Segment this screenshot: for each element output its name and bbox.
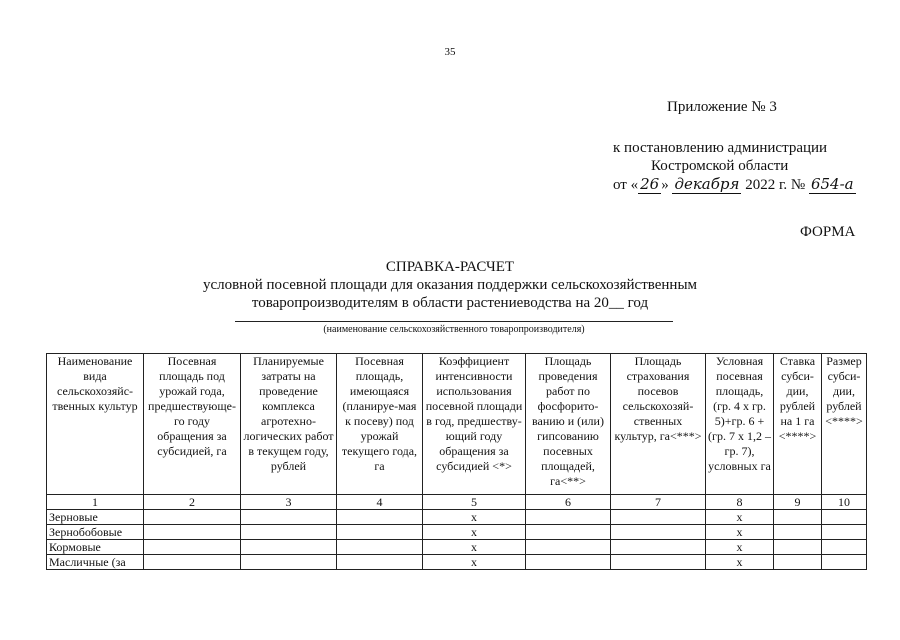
crop-name: Зерновые — [47, 510, 144, 525]
header-cell: Наименование вида сельскохозяйс-твенных культур — [47, 354, 144, 495]
table-cell — [241, 510, 337, 525]
column-number: 7 — [611, 495, 706, 510]
header-cell: Условная посевная площадь, (гр. 4 х гр. 5)+гр. 6 + (гр. 7 х 1,2 – гр. 7), условных га — [706, 354, 774, 495]
date-prefix: от « — [613, 177, 639, 193]
header-cell: Ставка субси-дии, рублей на 1 га <****> — [774, 354, 822, 495]
table-cell — [144, 540, 241, 555]
handwritten-decree-number: 654-а — [810, 175, 854, 193]
calculation-table — [46, 353, 867, 570]
title-line-3: товаропроизводителям в области растениеводства на 20__ год — [251, 295, 649, 311]
table-cell: x — [423, 540, 526, 555]
table-cell — [822, 510, 867, 525]
table-cell — [337, 525, 423, 540]
date-mid: » — [661, 177, 669, 193]
crop-name: Масличные (за — [47, 555, 144, 570]
table-cell — [144, 510, 241, 525]
date-year: 2022 г. № — [745, 177, 806, 193]
column-number: 8 — [706, 495, 774, 510]
table-cell — [337, 510, 423, 525]
table-cell — [337, 540, 423, 555]
table-row — [47, 510, 867, 525]
table-cell — [774, 525, 822, 540]
table-cell — [526, 510, 611, 525]
column-number: 9 — [774, 495, 822, 510]
table-cell — [526, 540, 611, 555]
header-cell: Площадь страхования посевов сельскохозяй-ственных культур, га<***> — [611, 354, 706, 495]
table-cell: x — [706, 555, 774, 570]
title-line-2: условной посевной площади для оказания поддержки сельскохозяйственным — [202, 277, 698, 293]
title-line-1: СПРАВКА-РАСЧЕТ — [385, 259, 515, 275]
table-cell — [526, 525, 611, 540]
table-cell — [822, 525, 867, 540]
annex-title: Приложение № 3 — [667, 99, 777, 115]
form-label: ФОРМА — [800, 224, 856, 240]
column-number: 10 — [822, 495, 867, 510]
table-cell — [611, 540, 706, 555]
table-cell — [241, 540, 337, 555]
document-title — [0, 258, 900, 312]
crop-name: Зернобобовые — [47, 525, 144, 540]
decree-date-line — [613, 175, 863, 194]
header-cell: Площадь проведения работ по фосфорито-ванию и (или) гипсованию посевных площадей, га<**> — [526, 354, 611, 495]
header-cell: Планируемые затраты на проведение комплекса агротехно-логических работ в текущем году, рублей — [241, 354, 337, 495]
table-cell — [774, 555, 822, 570]
table-cell: x — [423, 555, 526, 570]
decree-reference — [613, 139, 863, 194]
table-cell: x — [706, 525, 774, 540]
header-cell: Посевная площадь, имеющаяся (планируе-мая к посеву) под урожай текущего года, га — [337, 354, 423, 495]
table-row — [47, 555, 867, 570]
column-number: 3 — [241, 495, 337, 510]
producer-name-line — [235, 321, 673, 322]
header-cell: Посевная площадь под урожай года, предшествующе-го году обращения за субсидией, га — [144, 354, 241, 495]
column-number: 5 — [423, 495, 526, 510]
table-cell: x — [423, 510, 526, 525]
table-cell — [611, 555, 706, 570]
crop-name: Кормовые — [47, 540, 144, 555]
producer-name-caption: (наименование сельскохозяйственного товаропроизводителя) — [323, 324, 585, 335]
table-cell — [611, 525, 706, 540]
header-cell: Размер субси-дии, рублей <****> — [822, 354, 867, 495]
decree-line-2: Костромской области — [651, 158, 789, 174]
table-header-row — [47, 354, 867, 495]
column-number: 1 — [47, 495, 144, 510]
table-cell: x — [706, 510, 774, 525]
table-row — [47, 540, 867, 555]
table-cell — [241, 555, 337, 570]
table-cell — [611, 510, 706, 525]
table-cell — [774, 540, 822, 555]
handwritten-day: 26 — [640, 175, 660, 193]
page-number: 35 — [444, 46, 456, 58]
table-cell: x — [423, 525, 526, 540]
table-cell — [822, 540, 867, 555]
column-number: 4 — [337, 495, 423, 510]
header-cell: Коэффициент интенсивности использования посевной площади в год, предшеству-ющий году обращения за субсидией <*> — [423, 354, 526, 495]
table-cell — [241, 525, 337, 540]
table-row — [47, 525, 867, 540]
table-cell — [144, 555, 241, 570]
table-cell — [337, 555, 423, 570]
column-number: 6 — [526, 495, 611, 510]
table-cell — [144, 525, 241, 540]
table-cell: x — [706, 540, 774, 555]
column-number: 2 — [144, 495, 241, 510]
column-number-row — [47, 495, 867, 510]
table-cell — [526, 555, 611, 570]
handwritten-month: декабря — [674, 175, 740, 193]
decree-line-1: к постановлению администрации — [613, 140, 828, 156]
table-cell — [774, 510, 822, 525]
table-cell — [822, 555, 867, 570]
